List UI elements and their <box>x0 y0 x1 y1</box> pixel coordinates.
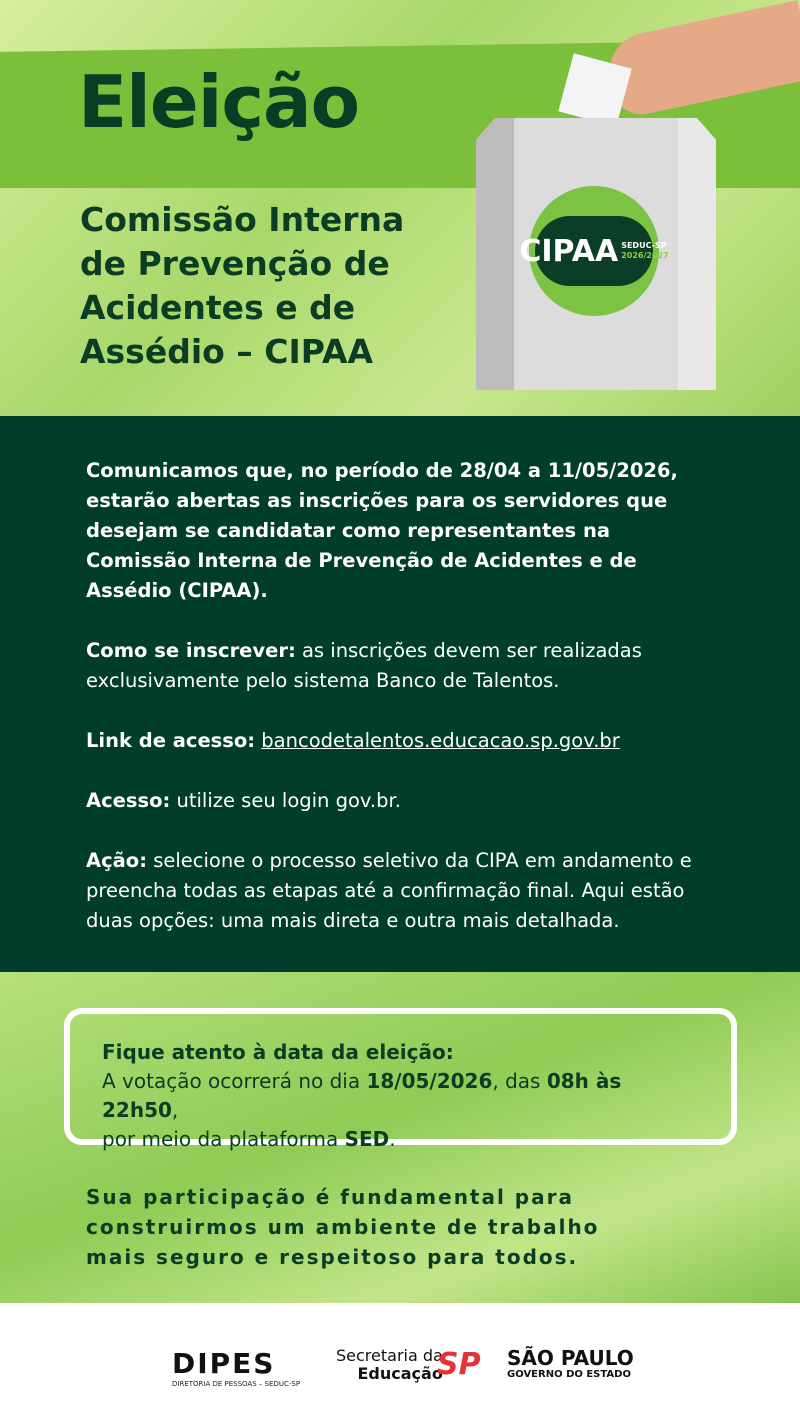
subtitle-line: de Prevenção de <box>80 244 390 283</box>
notice-text: , <box>171 1098 179 1122</box>
how-label: Como se inscrever: <box>86 639 296 662</box>
notice-text: A votação ocorrerá no dia <box>102 1069 367 1093</box>
info-section <box>0 416 800 972</box>
cipaa-logo <box>519 186 669 316</box>
sec-line: Educação <box>357 1364 443 1383</box>
subtitle-line: Acidentes e de <box>80 288 356 327</box>
logo-org: SEDUC-SP <box>621 241 667 250</box>
footer <box>0 1303 800 1422</box>
dipes-logo <box>172 1347 300 1388</box>
dipes-mark: DIPES <box>172 1347 276 1380</box>
access-paragraph <box>86 786 720 816</box>
sp-government-logo <box>507 1347 634 1380</box>
secretaria-logo <box>336 1347 443 1383</box>
page-title: Eleição <box>78 60 360 144</box>
access-link[interactable]: bancodetalentos.educacao.sp.gov.br <box>261 729 620 752</box>
sp-name: SÃO PAULO <box>507 1346 634 1370</box>
subtitle-line: Assédio – CIPAA <box>80 332 374 371</box>
sp-gov: GOVERNO DO ESTADO <box>507 1369 631 1380</box>
action-label: Ação: <box>86 849 148 872</box>
how-text: as inscrições devem ser realizadas exclusivamente pelo sistema Banco de Talentos. <box>86 639 642 692</box>
notice-text: por meio da plataforma <box>102 1127 345 1151</box>
action-text: selecione o processo seletivo da CIPA em andamento e preencha todas as etapas até a confirmação final. Aqui estão duas opções: uma mais direta e outra mais detalhada. <box>86 849 692 932</box>
logo-years: 2026/2027 <box>621 251 669 260</box>
closing-message <box>86 1182 599 1272</box>
header-section <box>0 0 800 416</box>
sp-mark: SP <box>437 1347 481 1382</box>
closing-line: Sua participação é fundamental para <box>86 1185 574 1209</box>
how-paragraph <box>86 636 720 696</box>
election-date: 18/05/2026 <box>366 1069 493 1093</box>
notice-text: , das <box>492 1069 547 1093</box>
sp-logo-mark <box>437 1347 481 1382</box>
notice-title: Fique atento à data da eleição: <box>102 1040 454 1064</box>
access-text: utilize seu login gov.br. <box>170 789 401 812</box>
dipes-caption: DIRETORIA DE PESSOAS – SEDUC-SP <box>172 1380 301 1388</box>
platform-name: SED <box>344 1127 390 1151</box>
sec-line: Secretaria da <box>336 1346 443 1365</box>
page-subtitle <box>80 198 404 374</box>
closing-line: construirmos um ambiente de trabalho <box>86 1215 600 1239</box>
notice-text: . <box>389 1127 396 1151</box>
link-label: Link de acesso: <box>86 729 256 752</box>
closing-line: mais seguro e respeitoso para todos. <box>86 1245 579 1269</box>
notice-section <box>0 972 800 1303</box>
lead-paragraph: Comunicamos que, no período de 28/04 a 11/05/2026, estarão abertas as inscrições para os servidores que desejam se candidatar como representantes na Comissão Interna de Prevenção de Acidentes e de Assédio (CIPAA). <box>86 459 678 602</box>
subtitle-line: Comissão Interna <box>80 200 405 239</box>
logo-name: CIPAA <box>519 233 619 269</box>
action-paragraph <box>86 846 720 936</box>
access-label: Acesso: <box>86 789 171 812</box>
election-hours: 08h às 22h50 <box>102 1069 622 1122</box>
election-notice-box <box>64 1008 737 1151</box>
link-paragraph <box>86 726 720 756</box>
